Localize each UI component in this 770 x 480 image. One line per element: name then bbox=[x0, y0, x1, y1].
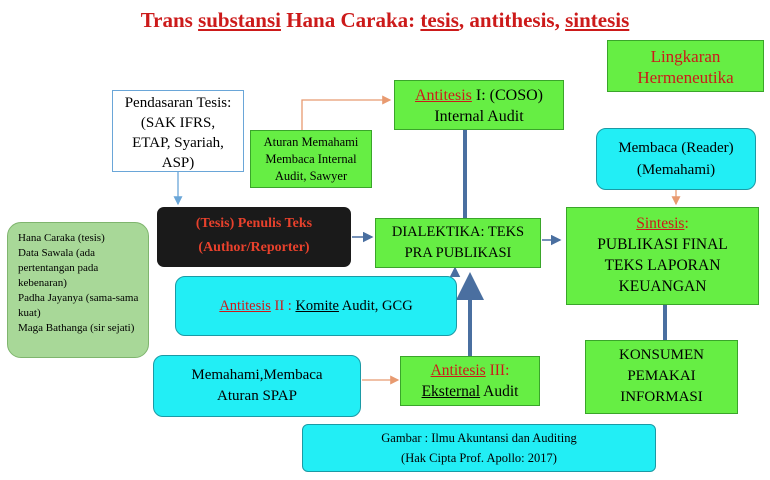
lingkaran-line1: Lingkaran bbox=[650, 47, 721, 66]
pendasaran-line4: ASP) bbox=[161, 155, 195, 171]
konsumen-line3: INFORMASI bbox=[620, 389, 703, 405]
memahami-line1: Memahami,Membaca bbox=[191, 367, 323, 383]
dialektika-line2: PRA PUBLIKASI bbox=[404, 245, 512, 261]
aturan-line2: Membaca Internal bbox=[265, 152, 357, 166]
antitesis1-rest: I: (COSO) bbox=[471, 87, 543, 104]
sintesis-line2: PUBLIKASI FINAL bbox=[597, 236, 728, 253]
antitesis1-line2: Internal Audit bbox=[434, 108, 524, 125]
antitesis2-mid: II : bbox=[270, 298, 296, 314]
sintesis-line3: TEKS LAPORAN bbox=[604, 257, 721, 274]
pendasaran-tesis-box bbox=[112, 90, 244, 172]
aturan-box bbox=[250, 130, 372, 188]
sintesis-label: Sintesis bbox=[636, 215, 685, 232]
hana-line4: Maga Bathanga (sir sejati) bbox=[18, 322, 135, 334]
dialektika-box bbox=[375, 218, 541, 268]
aturan-line3: Audit, Sawyer bbox=[274, 169, 348, 183]
antitesis1-box bbox=[394, 80, 564, 130]
tesis-penulis-box bbox=[157, 207, 351, 267]
lingkaran-hermeneutika-box bbox=[607, 40, 764, 92]
sintesis-box bbox=[566, 207, 759, 305]
antitesis2-box bbox=[175, 276, 457, 336]
antitesis1-label: Antitesis bbox=[415, 87, 472, 104]
tesis-line2: (Author/Reporter) bbox=[198, 240, 310, 255]
sintesis-colon: : bbox=[684, 215, 689, 232]
antitesis3-eksternal: Eksternal bbox=[421, 383, 481, 400]
antitesis3-audit: Audit bbox=[480, 383, 519, 400]
pendasaran-line1: Pendasaran Tesis: bbox=[124, 95, 232, 111]
antitesis3-label: Antitesis bbox=[430, 362, 486, 379]
caption-line2: (Hak Cipta Prof. Apollo: 2017) bbox=[401, 451, 557, 465]
caption-box bbox=[302, 424, 656, 472]
pendasaran-line2: (SAK IFRS, bbox=[140, 115, 216, 131]
konsumen-line2: PEMAKAI bbox=[627, 368, 696, 384]
hana-line2: Data Sawala (ada pertentangan pada kebenaran) bbox=[18, 247, 99, 289]
memahami-spap-box bbox=[153, 355, 361, 417]
caption-line1: Gambar : Ilmu Akuntansi dan Auditing bbox=[381, 431, 577, 445]
diagram-title: Trans substansi Hana Caraka: tesis, antithesis, sintesis bbox=[140, 8, 630, 32]
antitesis3-box bbox=[400, 356, 540, 406]
membaca-line1: Membaca (Reader) bbox=[618, 140, 734, 156]
lingkaran-line2: Hermeneutika bbox=[637, 68, 734, 87]
konsumen-line1: KONSUMEN bbox=[618, 347, 704, 363]
antitesis2-label: Antitesis bbox=[219, 298, 271, 314]
aturan-line1: Aturan Memahami bbox=[263, 135, 359, 149]
hana-line1: Hana Caraka (tesis) bbox=[18, 232, 105, 244]
antitesis3-rest: III: bbox=[485, 362, 510, 379]
konsumen-box bbox=[585, 340, 738, 414]
pendasaran-line3: ETAP, Syariah, bbox=[132, 135, 224, 151]
membaca-line2: (Memahami) bbox=[636, 162, 716, 178]
membaca-reader-box bbox=[596, 128, 756, 190]
sintesis-line4: KEUANGAN bbox=[618, 278, 707, 295]
antitesis2-rest: Audit, GCG bbox=[338, 298, 413, 314]
memahami-line2: Aturan SPAP bbox=[217, 388, 297, 404]
dialektika-line1: DIALEKTIKA: TEKS bbox=[391, 224, 525, 240]
tesis-line1: (Tesis) Penulis Teks bbox=[195, 216, 313, 231]
arrow-aturan-to-antitesis1 bbox=[302, 100, 390, 130]
hana-caraka-box bbox=[7, 222, 149, 358]
hana-line3: Padha Jayanya (sama-sama kuat) bbox=[18, 292, 139, 319]
antitesis2-komite: Komite bbox=[295, 298, 339, 314]
